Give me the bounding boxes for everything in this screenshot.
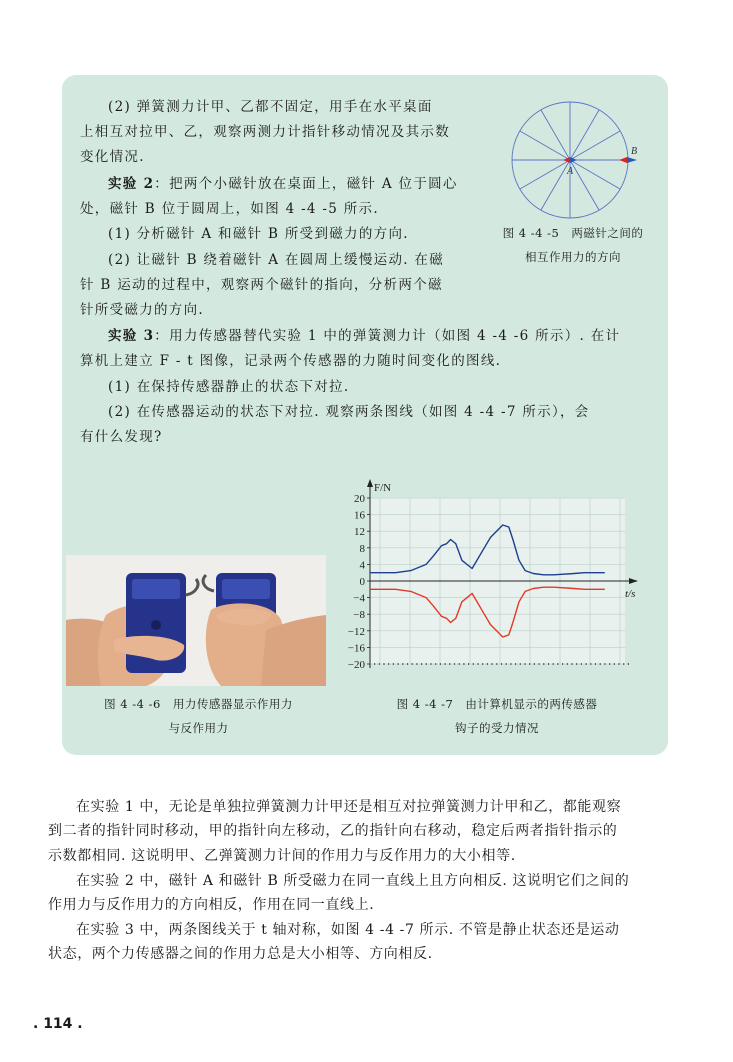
y-axis-label: F/N bbox=[374, 482, 392, 494]
y-tick-label: −20 bbox=[347, 659, 365, 671]
y-tick-label: −16 bbox=[347, 642, 365, 655]
exp1-item2-line1: (2) 弹簧测力计甲、乙都不固定，用手在水平桌面 bbox=[108, 99, 433, 115]
exp3-item1: (1) 在保持传感器静止的状态下对拉. bbox=[108, 379, 350, 395]
exp3-intro-line2: 算机上建立 F - t 图像，记录两个传感器的力随时间变化的图线. bbox=[80, 353, 502, 369]
exp3-intro-line1 bbox=[108, 324, 620, 349]
x-axis-arrow bbox=[629, 578, 638, 584]
y-tick-label: 20 bbox=[354, 493, 365, 505]
page-number: . 114 . bbox=[33, 1016, 83, 1032]
fig447-ft-chart bbox=[330, 475, 650, 675]
needle-b-red bbox=[619, 157, 627, 163]
fig446-caption-line2: 与反作用力 bbox=[168, 721, 229, 735]
exp2-intro-line2: 处，磁针 B 位于圆周上，如图 4 -4 -5 所示. bbox=[80, 201, 379, 217]
exp1-item2-line2: 上相互对拉甲、乙，观察两测力计指针移动情况及其示数 bbox=[80, 124, 450, 140]
y-tick-label: −12 bbox=[347, 625, 365, 638]
fig445-caption-line1: 图 4 -4 -5 两磁针之间的 bbox=[502, 226, 644, 240]
label-a: A bbox=[567, 166, 574, 177]
body-para1-line3: 示数都相同. 这说明甲、乙弹簧测力计间的作用力与反作用力的大小相等. bbox=[48, 848, 516, 864]
fig445-caption bbox=[478, 221, 668, 269]
exp2-intro-line1 bbox=[108, 172, 458, 197]
fig445-caption-line2: 相互作用力的方向 bbox=[525, 250, 621, 264]
x-axis-label: t/s bbox=[625, 588, 636, 600]
hands-illustration bbox=[66, 555, 326, 686]
body-para3-line2: 状态，两个力传感器之间的作用力总是大小相等、方向相反. bbox=[48, 946, 433, 962]
fig446-caption bbox=[76, 692, 321, 740]
exp2-item2-line3: 针所受磁力的方向. bbox=[80, 302, 204, 318]
fig447-caption-line2: 钩子的受力情况 bbox=[455, 721, 539, 735]
exp3-label: 实验 3 bbox=[108, 328, 155, 344]
body-para2-line1: 在实验 2 中，磁针 A 和磁针 B 所受磁力在同一直线上且方向相反. 这说明它们之间的 bbox=[76, 873, 630, 889]
y-tick-label: 8 bbox=[359, 542, 365, 555]
exp3-item2-line2: 有什么发现? bbox=[80, 429, 163, 445]
y-tick-label: 4 bbox=[359, 559, 365, 572]
body-para2-line2: 作用力与反作用力的方向相反，作用在同一直线上. bbox=[48, 897, 375, 913]
fig446-photo bbox=[66, 555, 326, 686]
y-axis-arrow bbox=[367, 479, 373, 487]
fig446-caption-line1: 图 4 -4 -6 用力传感器显示作用力 bbox=[104, 697, 293, 711]
exp2-item1: (1) 分析磁针 A 和磁针 B 所受到磁力的方向. bbox=[108, 226, 409, 242]
y-tick-label: −4 bbox=[353, 592, 365, 605]
y-tick-label: 0 bbox=[359, 576, 365, 588]
y-tick-label: −8 bbox=[353, 609, 365, 622]
exp2-item2-line2: 针 B 运动的过程中，观察两个磁针的指向，分析两个磁 bbox=[80, 277, 443, 293]
fig447-caption bbox=[372, 692, 622, 740]
exp2-label: 实验 2 bbox=[108, 176, 155, 192]
exp3-intro-text: ：用力传感器替代实验 1 中的弹簧测力计（如图 4 -4 -6 所示）. 在计 bbox=[154, 328, 621, 344]
y-tick-label: 12 bbox=[354, 526, 365, 539]
y-tick-label: 16 bbox=[354, 509, 365, 522]
exp2-item2-line1: (2) 让磁针 B 绕着磁针 A 在圆周上缓慢运动. 在磁 bbox=[108, 252, 445, 268]
body-para3-line1: 在实验 3 中，两条图线关于 t 轴对称，如图 4 -4 -7 所示. 不管是静止状态还是运动 bbox=[76, 922, 620, 938]
fig447-caption-line1: 图 4 -4 -7 由计算机显示的两传感器 bbox=[396, 697, 598, 711]
needle-b-blue bbox=[627, 157, 637, 163]
exp3-item2-line1: (2) 在传感器运动的状态下对拉. 观察两条图线（如图 4 -4 -7 所示），会 bbox=[108, 404, 590, 420]
exp1-item2-line3: 变化情况. bbox=[80, 149, 145, 165]
body-para1-line1: 在实验 1 中，无论是单独拉弹簧测力计甲还是相互对拉弹簧测力计甲和乙，都能观察 bbox=[76, 799, 622, 815]
fig445-compass-diagram bbox=[505, 96, 651, 224]
exp2-intro-text: ：把两个小磁针放在桌面上，磁针 A 位于圆心 bbox=[154, 176, 458, 192]
label-b: B bbox=[631, 146, 638, 157]
body-para1-line2: 到二者的指针同时移动，甲的指针向左移动，乙的指针向右移动，稳定后两者指针指示的 bbox=[48, 823, 618, 839]
